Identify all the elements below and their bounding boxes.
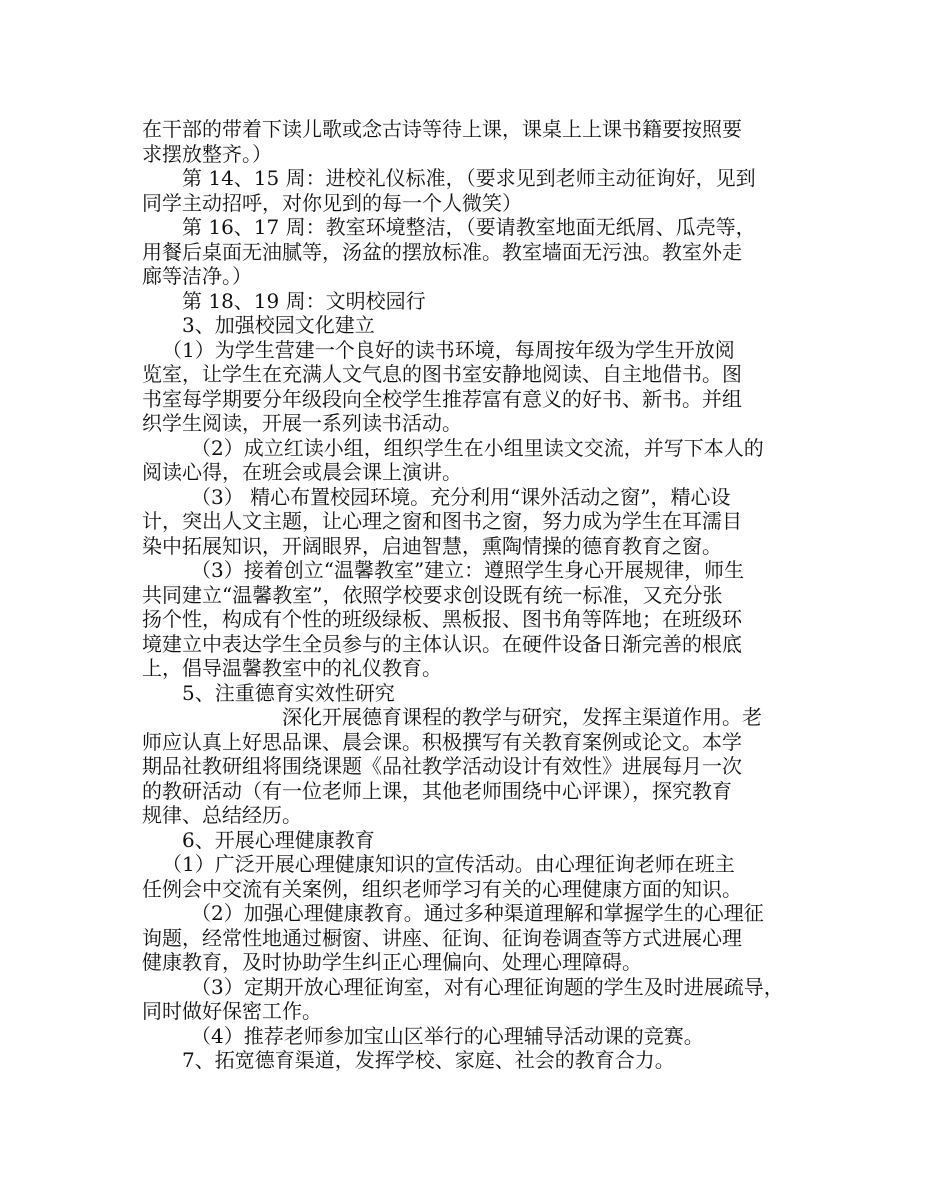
text-line: 期品社教研组将围绕课题《品社教学活动设计有效性》进展每月一次	[142, 754, 742, 778]
text-line: 任例会中交流有关案例，组织老师学习有关的心理健康方面的知识。	[142, 876, 742, 901]
text-line: 廊等洁净。）	[142, 264, 252, 288]
text-line: 询题，经常性地通过橱窗、讲座、征询、征询卷调查等方式进展心理	[142, 925, 742, 950]
text-line: 深化开展德育课程的教学与研究，发挥主渠道作用。老	[282, 705, 762, 729]
text-line: 健康教育，及时协助学生纠正心理偏向、处理心理障碍。	[142, 950, 642, 974]
text-line: （3） 精心布置校园环境。充分利用“课外活动之窗”，精心设	[191, 484, 731, 509]
section-heading: 7、拓宽德育渠道，发挥学校、家庭、社会的教育合力。	[182, 1048, 675, 1072]
section-heading: 5、注重德育实效性研究	[182, 680, 395, 705]
text-line: 师应认真上好思品课、晨会课。积极撰写有关教育案例或论文。本学	[142, 729, 742, 754]
text-line: （2）加强心理健康教育。通过多种渠道理解和掌握学生的心理征	[191, 901, 764, 925]
text-line: 共同建立“温馨教室”，依照学校要求创设既有统一标准，又充分张	[142, 582, 723, 607]
text-line: 在干部的带着下读儿歌或念古诗等待上课，课桌上上课书籍要按照要	[142, 117, 742, 141]
section-heading: 6、开展心理健康教育	[182, 827, 375, 852]
text-line: 览室，让学生在充满人文气息的图书室安静地阅读、自主地借书。图	[142, 362, 742, 386]
text-line: 上，倡导温馨教室中的礼仪教育。	[142, 656, 442, 680]
text-line: 计，突出人文主题，让心理之窗和图书之窗，努力成为学生在耳濡目	[142, 509, 742, 533]
text-line: （1）为学生营建一个良好的读书环境，每周按年级为学生开放阅	[162, 337, 735, 362]
text-line: 织学生阅读，开展一系列读书活动。	[142, 411, 462, 435]
text-line: 的教研活动（有一位老师上课，其他老师围绕中心评课），探究教育	[142, 778, 732, 803]
text-line: （1）广泛开展心理健康知识的宣传活动。由心理征询老师在班主	[162, 852, 735, 876]
text-line: 同学主动招呼，对你见到的每一个人微笑）	[142, 190, 522, 215]
text-line: 阅读心得，在班会或晨会课上演讲。	[142, 460, 462, 484]
text-line: 用餐后桌面无油腻等，汤盆的摆放标准。教室墙面无污浊。教室外走	[142, 239, 742, 264]
text-line: 第 16、17 周：教室环境整洁，（要请教室地面无纸屑、瓜壳等，	[182, 215, 756, 239]
text-line: 境建立中表达学生全员参与的主体认识。在硬件设备日渐完善的根底	[142, 631, 742, 656]
text-line: 第 14、15 周：进校礼仪标准，（要求见到老师主动征询好，见到	[182, 166, 756, 190]
document-body	[142, 117, 828, 1073]
text-line: （2）成立红读小组，组织学生在小组里读文交流，并写下本人的	[191, 435, 764, 460]
text-line: 扬个性，构成有个性的班级绿板、黑板报、图书角等阵地；在班级环	[142, 607, 742, 631]
section-heading: 3、加强校园文化建立	[182, 313, 375, 337]
text-line: （3）接着创立“温馨教室”建立：遵照学生身心开展规律，师生	[191, 558, 745, 582]
text-line: （3）定期开放心理征询室，对有心理征询题的学生及时进展疏导，	[191, 974, 784, 999]
text-line: 规律、总结经历。	[142, 803, 302, 827]
text-line: 染中拓展知识，开阔眼界，启迪智慧，熏陶情操的德育教育之窗。	[142, 533, 722, 558]
text-line: 求摆放整齐。）	[142, 141, 272, 166]
text-line: 同时做好保密工作。	[142, 999, 322, 1023]
text-line: 第 18、19 周：文明校园行	[182, 288, 426, 313]
text-line: （4）推荐老师参加宝山区举行的心理辅导活动课的竞赛。	[191, 1023, 704, 1048]
text-line: 书室每学期要分年级段向全校学生推荐富有意义的好书、新书。并组	[142, 386, 742, 411]
